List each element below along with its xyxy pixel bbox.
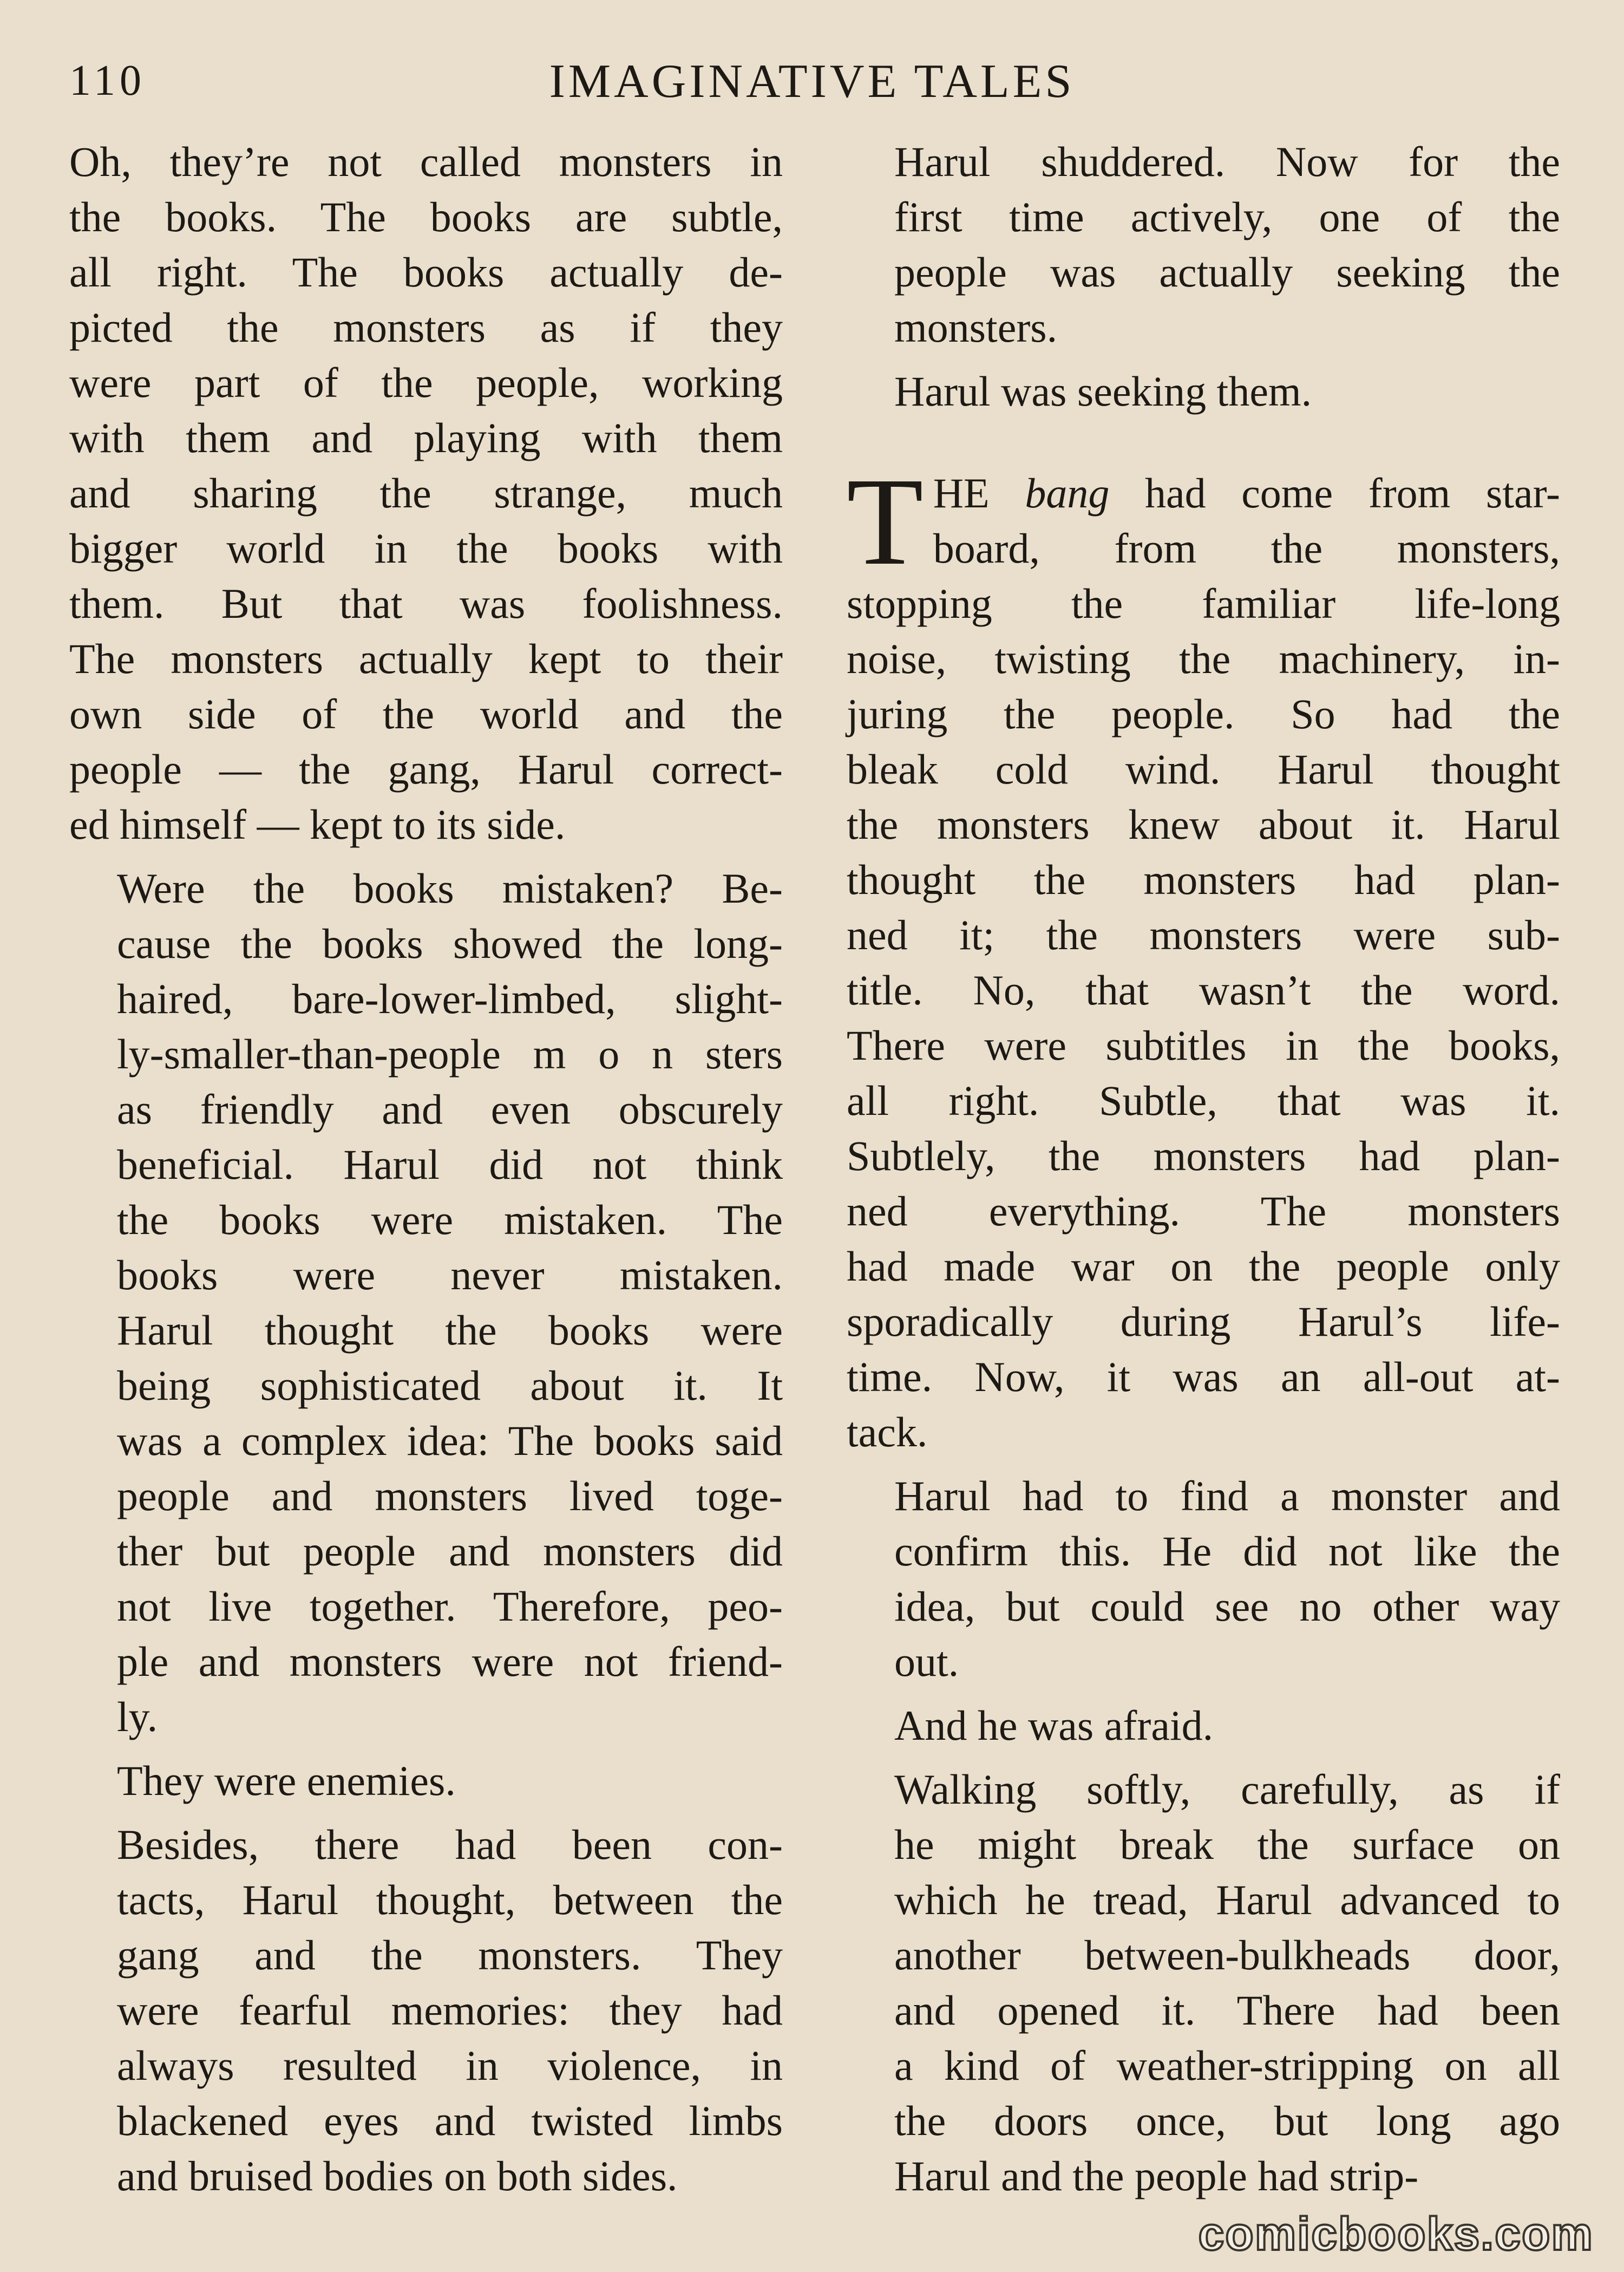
page-header xyxy=(0,0,1624,130)
text-line: Harul shuddered. Now for the xyxy=(894,138,1560,185)
paragraph xyxy=(847,1698,1560,1753)
text-line: them. But that was foolishness. xyxy=(69,580,783,627)
text-line: all right. Subtle, that was it. xyxy=(847,1077,1560,1124)
paragraph xyxy=(847,134,1560,355)
dropcap-paragraph xyxy=(847,452,1561,1460)
text-line: being sophisticated about it. It xyxy=(117,1362,783,1409)
text-line: own side of the world and the xyxy=(69,690,783,737)
text-line: had made war on the people only xyxy=(847,1243,1560,1290)
text-line: and bruised bodies on both sides. xyxy=(117,2152,678,2199)
text-line: always resulted in violence, in xyxy=(117,2042,783,2089)
text-line: ple and monsters were not friend- xyxy=(117,1638,783,1685)
text-line: Oh, they’re not called monsters in xyxy=(69,138,783,185)
text-line: with them and playing with them xyxy=(69,414,783,461)
paragraph xyxy=(847,1468,1560,1689)
text-line: not live together. Therefore, peo- xyxy=(117,1583,783,1630)
text-line: haired, bare-lower-limbed, slight- xyxy=(117,975,783,1022)
text-line: were fearful memories: they had xyxy=(117,1987,783,2034)
text-line: people was actually seeking the xyxy=(894,249,1560,296)
text-segment: HE xyxy=(933,469,1025,517)
text-line: cause the books showed the long- xyxy=(117,920,783,967)
text-line xyxy=(847,466,1560,521)
text-line: stopping the familiar life-long xyxy=(847,580,1560,627)
text-line: out. xyxy=(894,1638,959,1685)
text-line: books were never mistaken. xyxy=(117,1251,783,1298)
paragraph xyxy=(69,1753,783,1809)
text-line: beneficial. Harul did not think xyxy=(117,1141,783,1188)
text-line: board, from the monsters, xyxy=(933,525,1560,572)
left-column xyxy=(69,134,783,2212)
text-line: a kind of weather-stripping on all xyxy=(894,2042,1560,2089)
text-line: were part of the people, working xyxy=(69,359,783,406)
text-line: Harul was seeking them. xyxy=(894,368,1312,415)
paragraph xyxy=(69,1817,783,2204)
text-line: ned it; the monsters were sub- xyxy=(847,911,1560,958)
drop-cap: T xyxy=(847,452,924,591)
text-line: as friendly and even obscurely xyxy=(117,1086,783,1133)
text-line: tack. xyxy=(847,1408,928,1455)
text-line: people and monsters lived toge- xyxy=(117,1472,783,1519)
text-line: was a complex idea: The books said xyxy=(117,1417,783,1464)
section-break xyxy=(847,428,1560,466)
text-line: Harul thought the books were xyxy=(117,1307,783,1354)
text-line: sporadically during Harul’s life- xyxy=(847,1298,1560,1345)
italic-word: bang xyxy=(1025,469,1110,517)
text-line: and sharing the strange, much xyxy=(69,469,783,517)
text-line: the books were mistaken. The xyxy=(117,1196,783,1243)
paragraph xyxy=(847,1762,1560,2204)
text-line: They were enemies. xyxy=(117,1757,456,1804)
text-line: and opened it. There had been xyxy=(894,1987,1560,2034)
page-number: 110 xyxy=(69,57,146,105)
text-line: ly. xyxy=(117,1693,158,1740)
text-line: bigger world in the books with xyxy=(69,525,783,572)
paragraph xyxy=(69,861,783,1745)
text-line: title. No, that wasn’t the word. xyxy=(847,967,1560,1014)
text-line: monsters. xyxy=(894,304,1058,351)
text-line: the monsters knew about it. Harul xyxy=(847,801,1560,848)
text-line: picted the monsters as if they xyxy=(69,304,783,351)
text-line: first time actively, one of the xyxy=(894,193,1560,240)
text-line: Walking softly, carefully, as if xyxy=(894,1766,1560,1813)
text-line: Harul and the people had strip- xyxy=(894,2152,1419,2199)
text-line: The monsters actually kept to their xyxy=(69,635,783,682)
watermark: comicbooks.com xyxy=(1198,2208,1594,2260)
text-line: which he tread, Harul advanced to xyxy=(894,1876,1560,1923)
text-line: Subtlely, the monsters had plan- xyxy=(847,1132,1560,1179)
text-line: ther but people and monsters did xyxy=(117,1527,783,1575)
text-line: There were subtitles in the books, xyxy=(847,1022,1560,1069)
text-line: confirm this. He did not like the xyxy=(894,1527,1560,1575)
text-line: another between-bulkheads door, xyxy=(894,1931,1560,1979)
text-line: all right. The books actually de- xyxy=(69,249,783,296)
text-line: And he was afraid. xyxy=(894,1702,1214,1749)
text-line: gang and the monsters. They xyxy=(117,1931,783,1979)
text-line: Were the books mistaken? Be- xyxy=(117,865,783,912)
text-line: ed himself — kept to its side. xyxy=(69,801,566,848)
text-line: juring the people. So had the xyxy=(847,690,1560,737)
text-line: noise, twisting the machinery, in- xyxy=(847,635,1560,682)
right-column xyxy=(847,134,1560,2212)
running-head: IMAGINATIVE TALES xyxy=(549,55,1075,108)
text-line: time. Now, it was an all-out at- xyxy=(847,1353,1560,1400)
text-line: the books. The books are subtle, xyxy=(69,193,783,240)
text-line: idea, but could see no other way xyxy=(894,1583,1560,1630)
text-line: bleak cold wind. Harul thought xyxy=(847,746,1560,793)
text-line: ly-smaller-than-people m o n sters xyxy=(117,1030,783,1078)
paragraph xyxy=(847,364,1560,419)
text-line: Harul had to find a monster and xyxy=(894,1472,1560,1519)
text-line: tacts, Harul thought, between the xyxy=(117,1876,783,1923)
text-line: ned everything. The monsters xyxy=(847,1187,1560,1235)
text-segment: had come from star- xyxy=(1109,469,1561,517)
text-line: blackened eyes and twisted limbs xyxy=(117,2097,783,2144)
text-line: the doors once, but long ago xyxy=(894,2097,1560,2144)
text-line: Besides, there had been con- xyxy=(117,1821,783,1868)
paragraph xyxy=(69,134,783,852)
text-line: he might break the surface on xyxy=(894,1821,1560,1868)
text-line: thought the monsters had plan- xyxy=(847,856,1560,903)
text-line: people — the gang, Harul correct- xyxy=(69,746,783,793)
